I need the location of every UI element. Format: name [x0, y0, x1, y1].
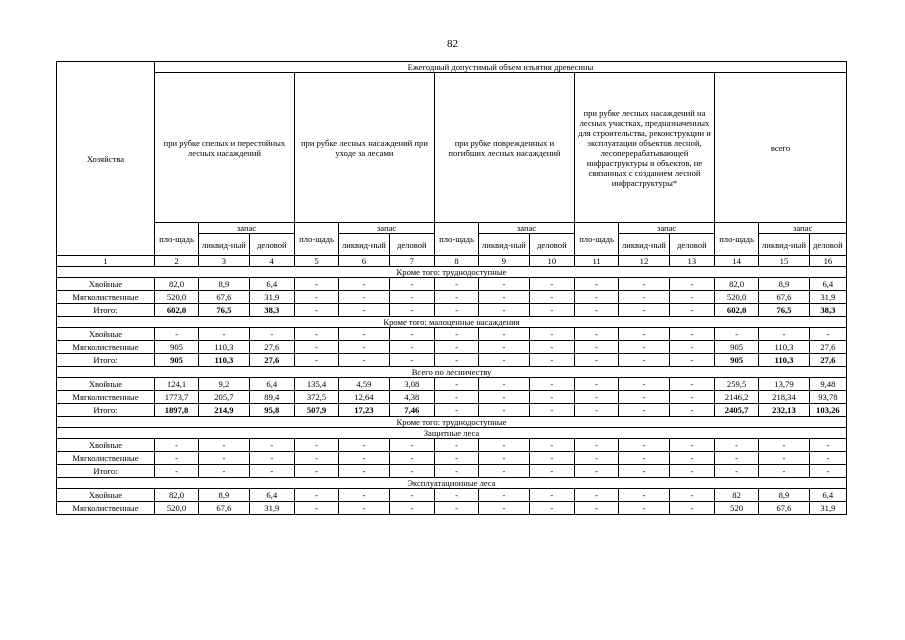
section-title: Кроме того: малоценные насаждения — [57, 317, 847, 328]
table-cell: 6,4 — [249, 378, 294, 391]
table-cell: - — [669, 378, 714, 391]
section-title: Всего по лесничеству — [57, 367, 847, 378]
table-cell: - — [389, 304, 434, 317]
table-cell: 27,6 — [249, 341, 294, 354]
table-cell: - — [759, 439, 810, 452]
table-cell: - — [479, 378, 530, 391]
table-row — [57, 439, 847, 452]
table-cell: - — [434, 378, 478, 391]
table-cell: - — [714, 452, 758, 465]
table-cell: - — [574, 304, 618, 317]
table-cell: - — [389, 278, 434, 291]
table-cell: - — [619, 391, 670, 404]
table-cell: - — [479, 278, 530, 291]
table-cell: - — [574, 452, 618, 465]
table-cell: 82,0 — [154, 278, 198, 291]
table-cell: 76,5 — [759, 304, 810, 317]
table-cell: 82,0 — [714, 278, 758, 291]
table-cell: - — [389, 439, 434, 452]
table-cell: - — [479, 489, 530, 502]
table-cell: - — [339, 439, 390, 452]
header-business: деловой — [669, 234, 714, 256]
row-label: Мягколиственные — [57, 452, 155, 465]
table-cell: - — [479, 404, 530, 417]
header-farm: Хозяйства — [57, 62, 155, 256]
table-cell: - — [574, 328, 618, 341]
table-cell: 6,4 — [249, 489, 294, 502]
table-cell: 602,0 — [714, 304, 758, 317]
table-cell: 93,78 — [809, 391, 846, 404]
table-cell: - — [339, 328, 390, 341]
header-area: пло-щадь — [714, 223, 758, 256]
table-cell: - — [759, 328, 810, 341]
table-cell: - — [619, 489, 670, 502]
table-cell: - — [669, 502, 714, 515]
table-row — [57, 291, 847, 304]
header-stock: запас — [479, 223, 575, 234]
table-cell: - — [574, 404, 618, 417]
table-cell: - — [529, 452, 574, 465]
table-cell: 27,6 — [809, 341, 846, 354]
table-cell: - — [434, 291, 478, 304]
table-cell: - — [154, 439, 198, 452]
table-cell: - — [669, 391, 714, 404]
table-cell: 110,3 — [199, 341, 250, 354]
table-cell: - — [339, 341, 390, 354]
header-business: деловой — [389, 234, 434, 256]
table-cell: - — [619, 328, 670, 341]
column-number: 14 — [714, 256, 758, 267]
table-cell: - — [199, 465, 250, 478]
table-cell: - — [619, 502, 670, 515]
table-cell: 520,0 — [154, 291, 198, 304]
table-cell: - — [339, 304, 390, 317]
table-cell: - — [759, 452, 810, 465]
table-cell: - — [434, 354, 478, 367]
column-number: 10 — [529, 256, 574, 267]
table-cell: - — [529, 404, 574, 417]
table-cell: - — [479, 291, 530, 304]
row-label: Хвойные — [57, 378, 155, 391]
header-business: деловой — [529, 234, 574, 256]
table-cell: - — [619, 278, 670, 291]
table-cell: - — [669, 278, 714, 291]
table-cell: - — [154, 465, 198, 478]
table-cell: - — [389, 291, 434, 304]
table-row — [57, 465, 847, 478]
table-cell: 82 — [714, 489, 758, 502]
header-stock: запас — [339, 223, 435, 234]
table-cell: - — [339, 278, 390, 291]
header-area: пло-щадь — [294, 223, 338, 256]
table-cell: 905 — [714, 341, 758, 354]
table-cell: - — [479, 391, 530, 404]
table-cell: - — [434, 465, 478, 478]
table-row — [57, 278, 847, 291]
table-cell: 82,0 — [154, 489, 198, 502]
table-cell: - — [809, 328, 846, 341]
section-title: Кроме того: труднодоступные — [57, 267, 847, 278]
table-cell: - — [434, 489, 478, 502]
table-cell: 259,5 — [714, 378, 758, 391]
table-cell: - — [619, 378, 670, 391]
row-label: Мягколиственные — [57, 502, 155, 515]
table-cell: - — [389, 489, 434, 502]
table-row — [57, 304, 847, 317]
table-cell: - — [529, 502, 574, 515]
table-cell: - — [669, 291, 714, 304]
table-cell: 2405,7 — [714, 404, 758, 417]
section-row — [57, 478, 847, 489]
column-number: 2 — [154, 256, 198, 267]
table-cell: - — [574, 465, 618, 478]
table-cell: - — [529, 465, 574, 478]
header-stock: запас — [199, 223, 295, 234]
table-cell: - — [154, 452, 198, 465]
table-cell: 232,13 — [759, 404, 810, 417]
section-title: Защитные леса — [57, 428, 847, 439]
table-cell: - — [669, 304, 714, 317]
table-cell: 31,9 — [809, 502, 846, 515]
header-area: пло-щадь — [154, 223, 198, 256]
row-label: Итого: — [57, 304, 155, 317]
table-cell: - — [619, 341, 670, 354]
table-cell: - — [199, 452, 250, 465]
table-cell: - — [294, 278, 338, 291]
table-cell: - — [294, 452, 338, 465]
table-cell: - — [479, 502, 530, 515]
table-cell: - — [529, 328, 574, 341]
table-cell: - — [619, 465, 670, 478]
header-liquid: ликвид-ный — [199, 234, 250, 256]
table-cell: - — [529, 304, 574, 317]
table-cell: - — [529, 439, 574, 452]
row-label: Мягколиственные — [57, 291, 155, 304]
table-cell: - — [434, 278, 478, 291]
header-category-damaged: при рубке поврежденных и погибших лесных насаждений — [434, 73, 574, 223]
table-cell: 135,4 — [294, 378, 338, 391]
table-cell: - — [479, 465, 530, 478]
table-cell: 13,79 — [759, 378, 810, 391]
table-cell: 3,08 — [389, 378, 434, 391]
row-label: Мягколиственные — [57, 391, 155, 404]
table-body — [57, 267, 847, 515]
table-cell: 6,4 — [809, 278, 846, 291]
header-category-construction: при рубке лесных насаждений на лесных участках, предназначенных для строительства, реконструкции и эксплуатации объектов лесной, лесоперерабатывающей инфраструктуры и объектов, не связанных с созданием лесной инфраструктуры* — [574, 73, 714, 223]
table-cell: 214,9 — [199, 404, 250, 417]
table-cell: - — [479, 328, 530, 341]
table-cell: 8,9 — [199, 278, 250, 291]
table-cell: 38,3 — [809, 304, 846, 317]
table-cell: - — [294, 341, 338, 354]
header-business: деловой — [249, 234, 294, 256]
table-cell: - — [809, 465, 846, 478]
table-cell: - — [574, 391, 618, 404]
table-cell: - — [529, 354, 574, 367]
table-cell: - — [434, 328, 478, 341]
table-row — [57, 341, 847, 354]
row-label: Мягколиственные — [57, 341, 155, 354]
table-cell: - — [714, 328, 758, 341]
table-cell: 89,4 — [249, 391, 294, 404]
table-cell: 4,59 — [339, 378, 390, 391]
table-cell: - — [529, 278, 574, 291]
table-cell: 12,64 — [339, 391, 390, 404]
table-cell: - — [529, 489, 574, 502]
table-cell: - — [339, 452, 390, 465]
table-cell: - — [574, 291, 618, 304]
table-cell: - — [294, 328, 338, 341]
row-label: Итого: — [57, 465, 155, 478]
table-cell: - — [669, 354, 714, 367]
table-cell: - — [389, 452, 434, 465]
table-cell: 38,3 — [249, 304, 294, 317]
table-cell: - — [294, 502, 338, 515]
header-area: пло-щадь — [434, 223, 478, 256]
table-cell: - — [529, 291, 574, 304]
table-cell: - — [339, 465, 390, 478]
row-label: Хвойные — [57, 439, 155, 452]
table-cell: - — [199, 328, 250, 341]
table-cell: - — [479, 304, 530, 317]
header-area: пло-щадь — [574, 223, 618, 256]
table-cell: - — [249, 465, 294, 478]
table-row — [57, 404, 847, 417]
table-cell: - — [574, 378, 618, 391]
table-cell: 9,48 — [809, 378, 846, 391]
table-cell: - — [669, 452, 714, 465]
header-liquid: ликвид-ный — [759, 234, 810, 256]
column-number: 5 — [294, 256, 338, 267]
table-cell: 27,6 — [249, 354, 294, 367]
table-cell: - — [434, 304, 478, 317]
table-cell: - — [434, 404, 478, 417]
table-cell: 31,9 — [249, 291, 294, 304]
table-cell: 76,5 — [199, 304, 250, 317]
row-label: Итого: — [57, 354, 155, 367]
table-cell: - — [249, 452, 294, 465]
table-cell: 110,3 — [199, 354, 250, 367]
table-cell: - — [574, 439, 618, 452]
column-number: 12 — [619, 256, 670, 267]
timber-harvest-table — [56, 61, 847, 515]
table-cell: 95,8 — [249, 404, 294, 417]
table-cell: 110,3 — [759, 341, 810, 354]
table-cell: 6,4 — [809, 489, 846, 502]
section-row — [57, 367, 847, 378]
table-cell: - — [434, 439, 478, 452]
table-cell: 905 — [154, 354, 198, 367]
row-label: Хвойные — [57, 489, 155, 502]
table-cell: 2146,2 — [714, 391, 758, 404]
table-cell: 110,3 — [759, 354, 810, 367]
table-cell: 8,9 — [759, 489, 810, 502]
table-cell: - — [669, 439, 714, 452]
column-number: 8 — [434, 256, 478, 267]
table-cell: - — [339, 489, 390, 502]
section-title: Кроме того: труднодоступные — [57, 417, 847, 428]
table-cell: - — [434, 502, 478, 515]
table-cell: - — [294, 465, 338, 478]
table-cell: - — [619, 354, 670, 367]
row-label: Хвойные — [57, 278, 155, 291]
table-cell: 6,4 — [249, 278, 294, 291]
table-cell: - — [669, 328, 714, 341]
header-business: деловой — [809, 234, 846, 256]
row-label: Хвойные — [57, 328, 155, 341]
table-cell: 103,26 — [809, 404, 846, 417]
table-cell: - — [714, 439, 758, 452]
table-cell: - — [389, 328, 434, 341]
section-title: Эксплуатационные леса — [57, 478, 847, 489]
table-cell: - — [479, 452, 530, 465]
table-cell: - — [434, 341, 478, 354]
table-cell: - — [294, 354, 338, 367]
table-cell: 218,34 — [759, 391, 810, 404]
table-row — [57, 489, 847, 502]
table-cell: 67,6 — [759, 502, 810, 515]
table-cell: - — [619, 404, 670, 417]
table-cell: - — [669, 341, 714, 354]
table-header — [57, 62, 847, 267]
table-cell: - — [249, 439, 294, 452]
column-number: 9 — [479, 256, 530, 267]
table-cell: - — [759, 465, 810, 478]
table-cell: - — [669, 404, 714, 417]
table-cell: - — [619, 439, 670, 452]
table-row — [57, 452, 847, 465]
table-cell: - — [574, 341, 618, 354]
table-cell: - — [574, 278, 618, 291]
table-cell: 9,2 — [199, 378, 250, 391]
table-cell: - — [294, 489, 338, 502]
table-cell: 67,6 — [199, 291, 250, 304]
column-number: 11 — [574, 256, 618, 267]
table-cell: - — [389, 502, 434, 515]
table-cell: - — [339, 354, 390, 367]
table-cell: - — [434, 452, 478, 465]
table-cell: 27,6 — [809, 354, 846, 367]
table-cell: 31,9 — [809, 291, 846, 304]
table-cell: - — [574, 354, 618, 367]
table-cell: 8,9 — [759, 278, 810, 291]
column-number: 6 — [339, 256, 390, 267]
table-cell: 8,9 — [199, 489, 250, 502]
table-cell: - — [574, 489, 618, 502]
table-cell: - — [389, 354, 434, 367]
page-number: 82 — [447, 38, 458, 50]
column-number: 7 — [389, 256, 434, 267]
table-cell: 124,1 — [154, 378, 198, 391]
header-liquid: ликвид-ный — [479, 234, 530, 256]
table-cell: - — [479, 354, 530, 367]
table-cell: 520 — [714, 502, 758, 515]
column-number: 1 — [57, 256, 155, 267]
column-number: 3 — [199, 256, 250, 267]
header-liquid: ликвид-ный — [619, 234, 670, 256]
table-cell: - — [389, 465, 434, 478]
table-cell: - — [669, 465, 714, 478]
header-category-total: всего — [714, 73, 846, 223]
table-cell: - — [294, 439, 338, 452]
column-number: 4 — [249, 256, 294, 267]
table-cell: - — [619, 291, 670, 304]
table-cell: - — [574, 502, 618, 515]
table-cell: - — [714, 465, 758, 478]
row-label: Итого: — [57, 404, 155, 417]
table-cell: - — [339, 502, 390, 515]
table-cell: 520,0 — [714, 291, 758, 304]
table-row — [57, 354, 847, 367]
table-cell: - — [479, 439, 530, 452]
table-row — [57, 502, 847, 515]
table-cell: - — [529, 378, 574, 391]
table-cell: - — [619, 452, 670, 465]
table-cell: - — [669, 489, 714, 502]
table-cell: 507,9 — [294, 404, 338, 417]
header-stock: запас — [759, 223, 847, 234]
table-cell: - — [619, 304, 670, 317]
column-number: 16 — [809, 256, 846, 267]
header-stock: запас — [619, 223, 715, 234]
table-cell: - — [809, 439, 846, 452]
table-cell: - — [249, 328, 294, 341]
section-row — [57, 428, 847, 439]
table-cell: - — [199, 439, 250, 452]
table-cell: 905 — [714, 354, 758, 367]
table-cell: 7,46 — [389, 404, 434, 417]
table-cell: - — [389, 341, 434, 354]
header-group: Ежегодный допустимый объем изъятия древесины — [154, 62, 846, 73]
header-category-thinning: при рубке лесных насаждений при уходе за лесами — [294, 73, 434, 223]
table-cell: - — [479, 341, 530, 354]
table-cell: 520,0 — [154, 502, 198, 515]
table-row — [57, 328, 847, 341]
table-cell: 67,6 — [199, 502, 250, 515]
table-cell: 67,6 — [759, 291, 810, 304]
table-cell: - — [294, 291, 338, 304]
table-cell: - — [294, 304, 338, 317]
header-category-mature: при рубке спелых и перестойных лесных насаждений — [154, 73, 294, 223]
column-number: 15 — [759, 256, 810, 267]
table-cell: 4,38 — [389, 391, 434, 404]
table-cell: 372,5 — [294, 391, 338, 404]
section-row — [57, 267, 847, 278]
table-row — [57, 391, 847, 404]
section-row — [57, 417, 847, 428]
table-cell: 205,7 — [199, 391, 250, 404]
table-cell: 905 — [154, 341, 198, 354]
table-cell: - — [434, 391, 478, 404]
table-cell: 1897,8 — [154, 404, 198, 417]
table-row — [57, 378, 847, 391]
table-cell: - — [809, 452, 846, 465]
column-number: 13 — [669, 256, 714, 267]
table-cell: 1773,7 — [154, 391, 198, 404]
table-cell: - — [529, 391, 574, 404]
table-cell: 17,23 — [339, 404, 390, 417]
table-cell: - — [529, 341, 574, 354]
table-cell: 31,9 — [249, 502, 294, 515]
table-cell: - — [154, 328, 198, 341]
section-row — [57, 317, 847, 328]
header-liquid: ликвид-ный — [339, 234, 390, 256]
table-cell: - — [339, 291, 390, 304]
table-cell: 602,0 — [154, 304, 198, 317]
